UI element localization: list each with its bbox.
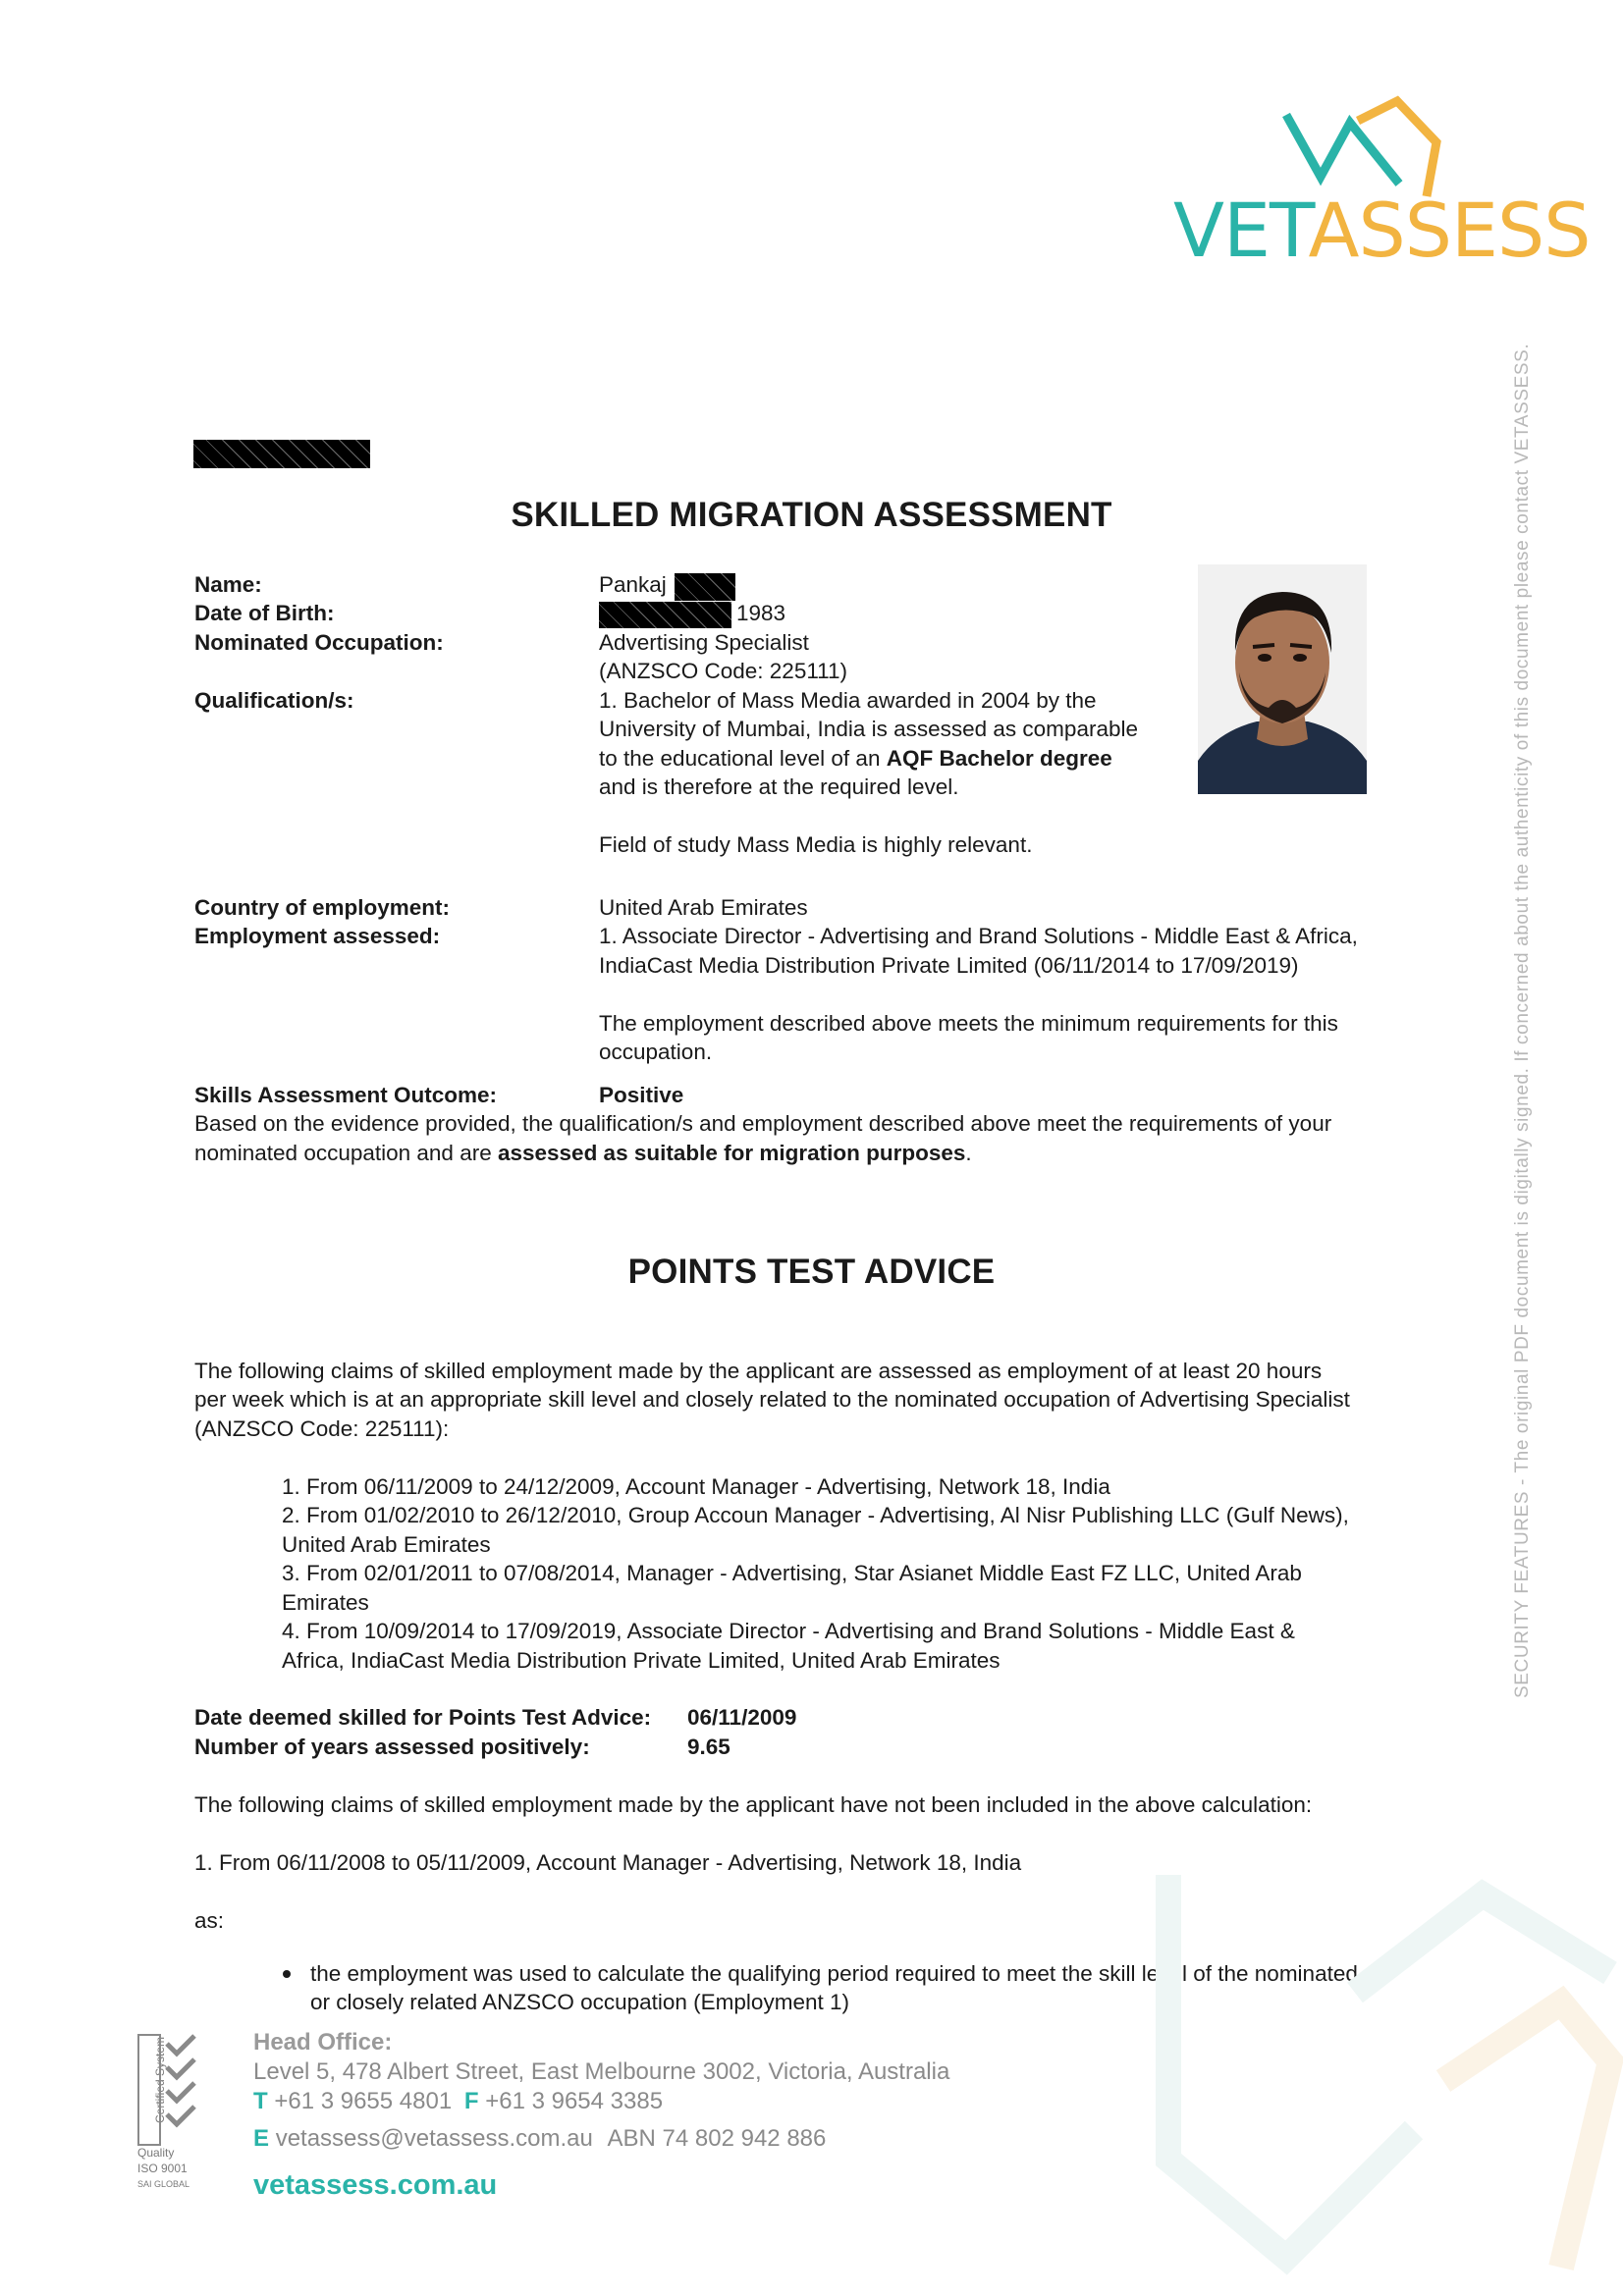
excluded-claim: 1. From 06/11/2008 to 05/11/2009, Account Manager - Advertising, Network 18, India [194,1850,1022,1875]
bullet-line-2: or closely related ANZSCO occupation (Employment 1) [310,1990,849,2014]
excluded-intro: The following claims of skilled employment made by the applicant have not been included in the above calculation: [194,1792,1313,1817]
phone-prefix: T [253,2088,268,2114]
head-office-label: Head Office: [253,2029,393,2056]
points-intro-line-1: The following claims of skilled employment made by the applicant are assessed as employment of at least 20 hours [194,1359,1323,1383]
qualification-line-1: 1. Bachelor of Mass Media awarded in 2004 by the [599,688,1097,713]
claim-line: 2. From 01/02/2010 to 26/12/2010, Group Accoun Manager - Advertising, Al Nisr Publishing LLC (Gulf News), [282,1503,1349,1527]
name-text: Pankaj [599,572,667,597]
outcome-line-2 [194,1139,972,1168]
redacted-dob [599,602,731,628]
dob-label: Date of Birth: [194,601,335,625]
date-deemed-value: 06/11/2009 [687,1705,797,1730]
date-deemed-label: Date deemed skilled for Points Test Advice: [194,1705,652,1730]
as-label: as: [194,1908,225,1933]
outcome-line-2-end: . [965,1141,972,1165]
redacted-reference [193,440,370,468]
field-of-study: Field of study Mass Media is highly relevant. [599,832,1033,857]
background-chevron-watermark [1149,1836,1623,2296]
phone-line [253,2088,663,2115]
claim-line: Africa, IndiaCast Media Distribution Private Limited, United Arab Emirates [282,1648,1001,1673]
claim-line: 1. From 06/11/2009 to 24/12/2009, Account Manager - Advertising, Network 18, India [282,1474,1110,1499]
dob-year: 1983 [736,601,786,625]
cert-vertical-text: Certified System [153,2036,167,2124]
outcome-line-1: Based on the evidence provided, the qualification/s and employment described above meet the requirements of your [194,1111,1332,1136]
qualification-line-3 [599,744,1112,774]
anzsco-value: (ANZSCO Code: 225111) [599,659,848,683]
outcome-line-2-text: nominated occupation and are [194,1141,498,1165]
logo-wordmark: VETASSESS [1173,187,1591,274]
employment-note-line-1: The employment described above meets the minimum requirements for this [599,1011,1338,1036]
vetassess-logo [1173,93,1591,280]
assessment-title: SKILLED MIGRATION ASSESSMENT [511,496,1112,534]
country-value: United Arab Emirates [599,895,808,920]
logo-chevron-icon [1173,93,1546,201]
redacted-surname [675,573,735,601]
claim-line: Emirates [282,1590,369,1615]
claim-line: 3. From 02/01/2011 to 07/08/2014, Manager - Advertising, Star Asianet Middle East FZ LLC, United Arab [282,1561,1302,1585]
certification-badge [137,2034,216,2201]
address: Level 5, 478 Albert Street, East Melbourne 3002, Victoria, Australia [253,2058,950,2085]
phone-number[interactable]: +61 3 9655 4801 [274,2088,453,2114]
fax-number: +61 3 9654 3385 [485,2088,664,2114]
qualification-line-3-text: to the educational level of an [599,746,887,771]
qualification-line-2: University of Mumbai, India is assessed as comparable [599,717,1138,741]
cert-sai: SAI GLOBAL [137,2179,190,2189]
outcome-label: Skills Assessment Outcome: [194,1083,498,1107]
outcome-value: Positive [599,1083,684,1107]
checkmarks-icon [163,2034,198,2142]
bullet-line-1: the employment was used to calculate the qualifying period required to meet the skill level of the nominated [310,1961,1358,1986]
claim-line: United Arab Emirates [282,1532,491,1557]
name-value [599,570,667,600]
bullet-dot [283,1970,291,1978]
points-intro-line-2: per week which is at an appropriate skill level and closely related to the nominated occupation of Advertising Specialist [194,1387,1350,1412]
years-label: Number of years assessed positively: [194,1735,590,1759]
abn: ABN 74 802 942 886 [607,2125,827,2152]
name-label: Name: [194,572,262,597]
employment-line-1: 1. Associate Director - Advertising and Brand Solutions - Middle East & Africa, [599,924,1358,948]
cert-quality: Quality [137,2146,175,2160]
years-value: 9.65 [687,1735,730,1759]
applicant-photo [1198,564,1367,794]
email-line [253,2125,826,2153]
country-label: Country of employment: [194,895,451,920]
website-link[interactable]: vetassess.com.au [253,2169,498,2201]
claim-line: 4. From 10/09/2014 to 17/09/2019, Associate Director - Advertising and Brand Solutions - Middle East & [282,1619,1295,1643]
points-title: POINTS TEST ADVICE [627,1253,996,1291]
aqf-level: AQF Bachelor degree [886,746,1112,771]
employment-label: Employment assessed: [194,924,441,948]
cert-iso: ISO 9001 [137,2162,188,2175]
fax-prefix: F [463,2088,479,2114]
security-watermark: SECURITY FEATURES - The original PDF document is digitally signed. If concerned about the authenticity of this document please contact VETASSESS. [1512,343,1533,1698]
employment-line-2: IndiaCast Media Distribution Private Limited (06/11/2014 to 17/09/2019) [599,953,1299,978]
email-prefix: E [253,2125,270,2152]
employment-note-line-2: occupation. [599,1040,713,1064]
qualification-label: Qualification/s: [194,688,354,713]
occupation-label: Nominated Occupation: [194,630,444,655]
email-link[interactable]: vetassess@vetassess.com.au [275,2125,593,2152]
outcome-suitable: assessed as suitable for migration purposes [497,1141,966,1165]
occupation-value: Advertising Specialist [599,630,809,655]
points-intro-line-3: (ANZSCO Code: 225111): [194,1416,450,1441]
qualification-line-4: and is therefore at the required level. [599,774,959,799]
